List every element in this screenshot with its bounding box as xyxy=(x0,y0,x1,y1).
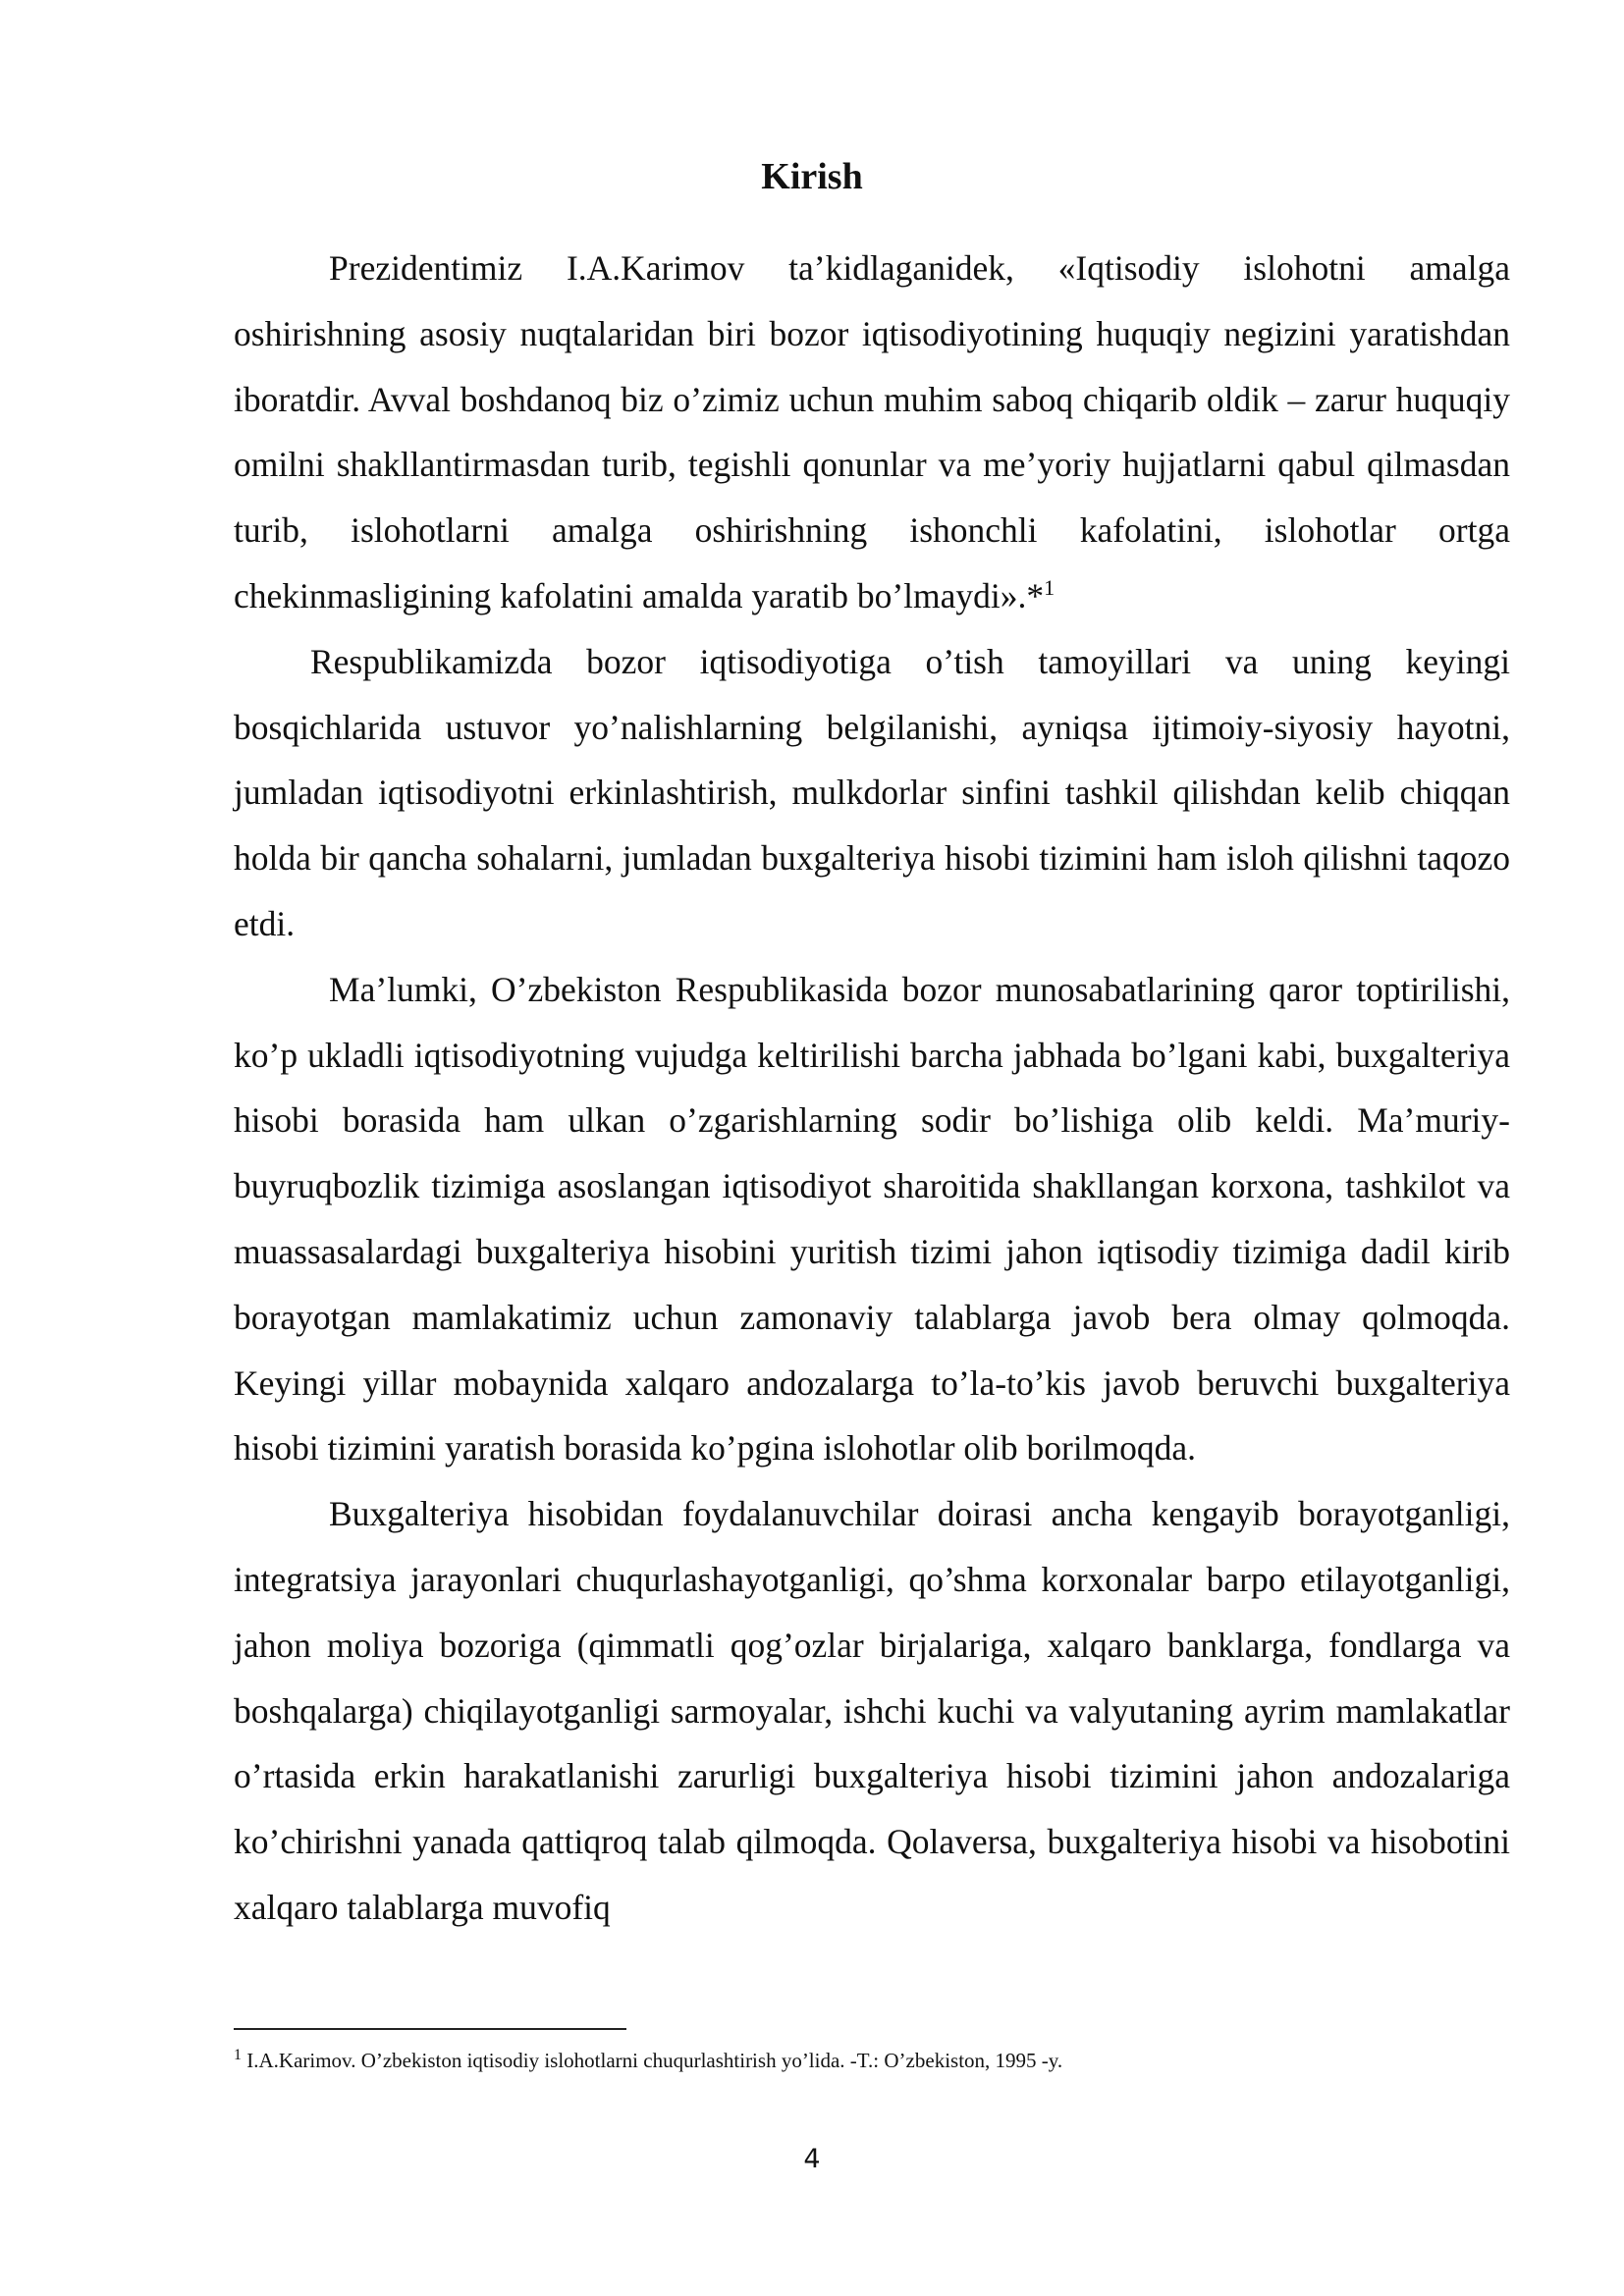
page-number: 4 xyxy=(803,2144,821,2174)
paragraph-1 xyxy=(234,236,1510,629)
paragraph-1-text: Prezidentimiz I.A.Karimov ta’kidlaganidek, «Iqtisodiy islohotni amalga oshirishning asosiy nuqtalaridan biri bozor iqtisodiyotining huquqiy negizini yaratishdan iboratdir. Avval boshdanoq biz o’zimiz uchun muhim saboq chiqarib oldik – zarur huquqiy omilni shakllantirmasdan turib, tegishli qonunlar va me’yoriy hujjatlarni qabul qilmasdan turib, islohotlarni amalga oshirishning ishonchli kafolatini, islohotlar ortga chekinmasligining kafolatini amalda yaratib bo’lmaydi».* xyxy=(234,248,1510,615)
footnote-mark: 1 xyxy=(234,2047,242,2063)
footnote-text: I.A.Karimov. O’zbekiston iqtisodiy islohotlarni chuqurlashtirish yo’lida. -T.: O’zbekiston, 1995 -y. xyxy=(246,2049,1063,2072)
footnote-separator xyxy=(234,2028,626,2030)
paragraph-2: Respublikamizda bozor iqtisodiyotiga o’tish tamoyillari va uning keyingi bosqichlarida ustuvor yo’nalishlarning belgilanishi, ayniqsa ijtimoiy-siyosiy hayotni, jumladan iqtisodiyotni erkinlashtirish, mulkdorlar sinfini tashkil qilishdan kelib chiqqan holda bir qancha sohalarni, jumladan buxgalteriya hisobi tizimini ham isloh qilishni taqozo etdi. xyxy=(234,641,1510,943)
paragraph-3: Ma’lumki, O’zbekiston Respublikasida bozor munosabatlarining qaror toptirilishi, ko’p ukladli iqtisodiyotning vujudga keltirilishi barcha jabhada bo’lgani kabi, buxgalteriya hisobi borasida ham ulkan o’zgarishlarning sodir bo’lishiga olib keldi. Ma’muriy-buyruqbozlik tizimiga asoslangan iqtisodiyot sharoitida shakllangan korxona, tashkilot va muassasalardagi buxgalteriya hisobini yuritish tizimi jahon iqtisodiy tizimiga dadil kirib borayotgan mamlakatimiz uchun zamonaviy talablarga javob bera olmay qolmoqda. Keyingi yillar mobaynida xalqaro andozalarga to’la-to’kis javob beruvchi buxgalteriya hisobi tizimini yaratish borasida ko’pgina islohotlar olib borilmoqda. xyxy=(234,969,1510,1468)
paragraph-4: Buxgalteriya hisobidan foydalanuvchilar doirasi ancha kengayib borayotganligi, integratsiya jarayonlari chuqurlashayotganligi, qo’shma korxonalar barpo etilayotganligi, jahon moliya bozoriga (qimmatli qog’ozlar birjalariga, xalqaro banklarga, fondlarga va boshqalarga) chiqilayotganligi sarmoyalar, ishchi kuchi va valyutaning ayrim mamlakatlar o’rtasida erkin harakatlanishi zarurligi buxgalteriya hisobi tizimini jahon andozalariga ko’chirishni yanada qattiqroq talab qilmoqda. Qolaversa, buxgalteriya hisobi va hisobotini xalqaro talablarga muvofiq xyxy=(234,1494,1510,1927)
body-text xyxy=(234,236,1510,1941)
section-title: Kirish xyxy=(761,156,863,197)
footnote-reference: 1 xyxy=(1044,575,1056,601)
footnote xyxy=(234,2046,1510,2075)
